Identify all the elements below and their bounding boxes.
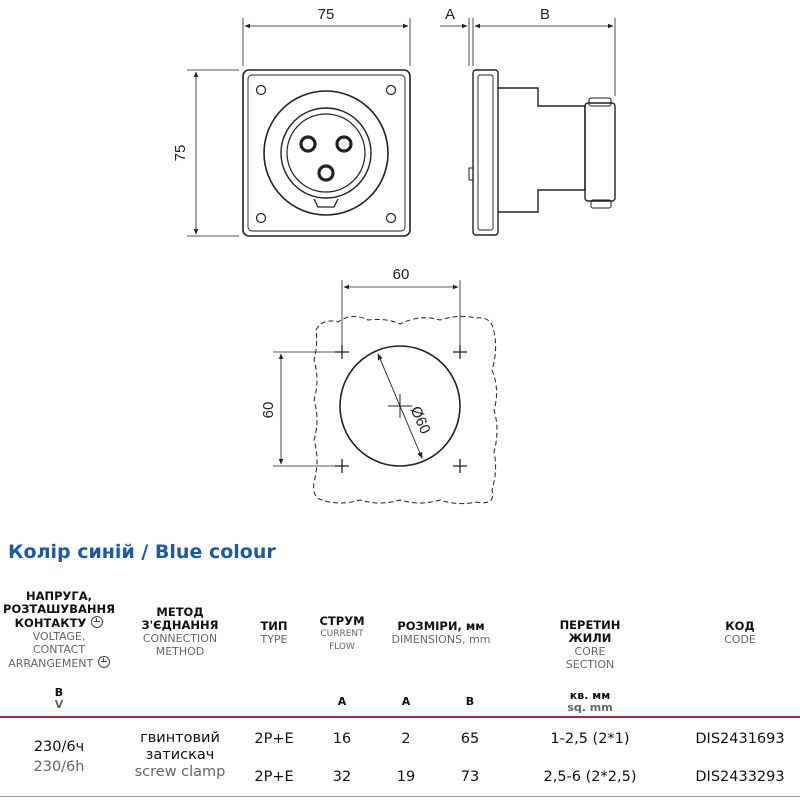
unit-dim-a: A	[401, 695, 411, 708]
row-code: DIS2433293	[695, 769, 785, 785]
header-code: КОД CODE	[724, 619, 756, 646]
row-current: 16	[332, 731, 352, 747]
row-section: 2,5-6 (2*2,5)	[543, 769, 637, 785]
header-current: СТРУМ CURRENT FLOW	[319, 614, 365, 652]
row-dim-a: 2	[401, 731, 411, 747]
row-type: 2P+E	[254, 769, 294, 785]
row-section: 1-2,5 (2*1)	[550, 731, 630, 747]
cutout-view	[314, 316, 497, 503]
dim-side-b: B	[539, 6, 551, 23]
unit-voltage: В V	[54, 686, 64, 711]
method-value: гвинтовий затискач screw clamp	[134, 730, 226, 780]
header-voltage: НАПРУГА, РОЗТАШУВАННЯ КОНТАКТУ VOLTAGE, CONTACT ARRANGEMENT	[3, 589, 115, 670]
voltage-value: 230/6ч	[33, 739, 85, 755]
front-dimensions	[187, 18, 410, 236]
dim-cutout-height: 60	[260, 401, 277, 419]
row-current: 32	[332, 769, 352, 785]
row-dim-b: 65	[460, 731, 480, 747]
section-title: Колір синій / Blue colour	[8, 541, 276, 563]
header-section: ПЕРЕТИН ЖИЛИ CORE SECTION	[559, 618, 621, 671]
row-type: 2P+E	[254, 731, 294, 747]
dim-cutout-width: 60	[392, 266, 410, 283]
unit-dim-b: B	[465, 695, 475, 708]
unit-section: кв. мм sq. mm	[567, 689, 613, 714]
voltage-value-en: 230/6h	[33, 759, 85, 775]
header-type: ТИП TYPE	[260, 619, 288, 646]
unit-current: A	[337, 695, 347, 708]
earth-icon	[91, 616, 103, 628]
front-view	[243, 70, 410, 236]
row-code: DIS2431693	[695, 731, 785, 747]
row-dim-a: 19	[396, 769, 416, 785]
side-view	[469, 70, 615, 235]
table-bottom-border	[0, 796, 800, 797]
dim-front-height: 75	[172, 144, 189, 162]
header-method: МЕТОД З'ЄДНАННЯ CONNECTION METHOD	[141, 605, 219, 658]
earth-icon	[98, 656, 110, 668]
dim-hole-diameter: Ø60	[406, 403, 434, 437]
cutout-dimensions	[273, 280, 460, 466]
table-divider	[0, 716, 800, 718]
dim-front-width: 75	[317, 6, 335, 23]
row-dim-b: 73	[460, 769, 480, 785]
side-dimensions	[440, 18, 615, 96]
header-dimensions: РОЗМІРИ, мм DIMENSIONS, mm	[391, 619, 491, 646]
dim-side-a: A	[444, 6, 456, 23]
